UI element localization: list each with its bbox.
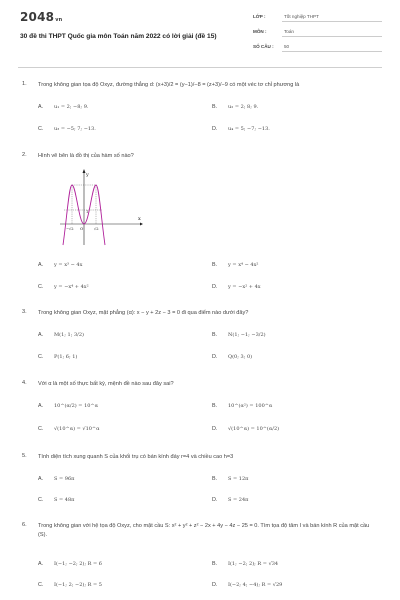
meta-label: SỐ CÂU :: [253, 44, 274, 49]
meta-underline: [282, 21, 382, 22]
option-text: M(1; 1; 3/2): [54, 332, 84, 338]
option-label: B.: [212, 262, 218, 268]
question-text: Với α là một số thực bất kỳ, mệnh đề nào sau đây sai?: [38, 381, 174, 387]
option-label: D.: [212, 582, 218, 588]
logo-text: 2048: [20, 10, 55, 24]
option-label: A.: [38, 262, 44, 268]
option-text: u₁ = 2; −8; 9.: [54, 104, 89, 110]
option-label: A.: [38, 476, 44, 482]
option-text: P(1; 6; 1): [54, 354, 78, 360]
option-text: √(10^α) = 10^(α/2): [228, 426, 280, 432]
option-text: y = −x² + 4x: [228, 284, 261, 290]
question-text: Trong không gian Oxyz, mặt phẳng (α): x − y + 2z − 3 = 0 đi qua điểm nào dưới đây?: [38, 310, 249, 316]
question-number: 3.: [22, 309, 27, 315]
option-label: C.: [38, 126, 44, 132]
option-text: S = 48π: [54, 497, 75, 503]
option-text: u₄ = 5; −7; −13.: [228, 126, 270, 132]
option-label: A.: [38, 403, 44, 409]
option-label: C.: [38, 497, 44, 503]
meta-label: LỚP :: [253, 14, 266, 19]
meta-value: 50: [284, 44, 290, 49]
question-number: 2.: [22, 152, 27, 158]
option-label: A.: [38, 561, 44, 567]
question-text: Hình vẽ bên là đồ thị của hàm số nào?: [38, 153, 134, 159]
option-label: C.: [38, 354, 44, 360]
option-label: D.: [212, 126, 218, 132]
option-label: C.: [38, 284, 44, 290]
question-number: 1.: [22, 81, 27, 87]
option-label: B.: [212, 403, 218, 409]
option-label: A.: [38, 332, 44, 338]
meta-underline: [282, 36, 382, 37]
question-number: 5.: [22, 453, 27, 459]
option-text: √(10^α) = √10^α: [54, 426, 100, 432]
option-text: I(−1; −2; 2); R = 6: [54, 561, 102, 567]
site-logo[interactable]: [20, 10, 62, 24]
option-label: B.: [212, 561, 218, 567]
pos-label: √2: [94, 227, 99, 231]
option-text: u₃ = −5; 7; −13.: [54, 126, 96, 132]
option-text: S = 96π: [54, 476, 75, 482]
meta-underline: [282, 51, 382, 52]
option-text: Q(0; 3; 0): [228, 354, 253, 360]
x-label: x: [138, 216, 141, 222]
option-text: I(1; −2; 2); R = √34: [228, 561, 279, 567]
question-text: Trong không gian tọa độ Oxyz, đường thẳng d: (x+3)/2 = (y−1)/−8 = (z+3)/−9 có một véc tơ chỉ phương là: [38, 82, 300, 88]
page-header: [0, 0, 400, 66]
option-label: D.: [212, 284, 218, 290]
meta-value: Toán: [284, 29, 294, 34]
option-label: B.: [212, 476, 218, 482]
option-label: D.: [212, 354, 218, 360]
option-text: I(−2; 4; −4); R = √29: [228, 582, 283, 588]
logo-suffix: vn: [55, 17, 63, 23]
question-number: 6.: [22, 522, 27, 528]
option-text: u₂ = 2; 8; 9.: [228, 104, 259, 110]
exam-title: 30 đề thi THPT Quốc gia môn Toán năm 2022 có lời giải (đề 15): [20, 33, 217, 40]
option-label: D.: [212, 426, 218, 432]
option-text: 10^(α²) = 100^α: [228, 403, 273, 409]
option-text: S = 12π: [228, 476, 249, 482]
option-label: B.: [212, 104, 218, 110]
origin-label: O: [80, 226, 84, 231]
option-text: I(−1; 2; −2); R = 5: [54, 582, 102, 588]
question-text: Tính diện tích xung quanh S của khối trụ có bán kính đáy r=4 và chiều cao h=3: [38, 454, 234, 460]
neg-label: −√2: [66, 227, 74, 231]
option-label: C.: [38, 582, 44, 588]
meta-label: MÔN :: [253, 29, 267, 34]
option-text: S = 24π: [228, 497, 249, 503]
function-graph: [58, 167, 148, 247]
y-label: y: [86, 172, 89, 178]
option-text: y = x⁴ − 4x²: [228, 262, 259, 268]
option-text: y = x³ − 4x: [54, 262, 83, 268]
option-label: D.: [212, 497, 218, 503]
option-text: y = −x⁴ + 4x²: [54, 284, 89, 290]
one-label: 1: [86, 210, 89, 214]
option-text: N(1; −1; −3/2): [228, 332, 266, 338]
meta-value: Tốt nghiệp THPT: [284, 14, 319, 19]
question-text: Trong không gian với hệ tọa độ Oxyz, cho mặt cầu S: x² + y² + z² − 2x + 4y − 4z − 25 = 0. Tìm tọa độ tâm I và bán kính R của mặt cầu (S).: [38, 523, 370, 538]
option-label: B.: [212, 332, 218, 338]
option-label: C.: [38, 426, 44, 432]
x-axis-arrow: [140, 223, 143, 226]
option-text: 10^(α/2) = 10^α: [54, 403, 98, 409]
header-divider: [18, 67, 382, 68]
question-number: 4.: [22, 380, 27, 386]
option-label: A.: [38, 104, 44, 110]
